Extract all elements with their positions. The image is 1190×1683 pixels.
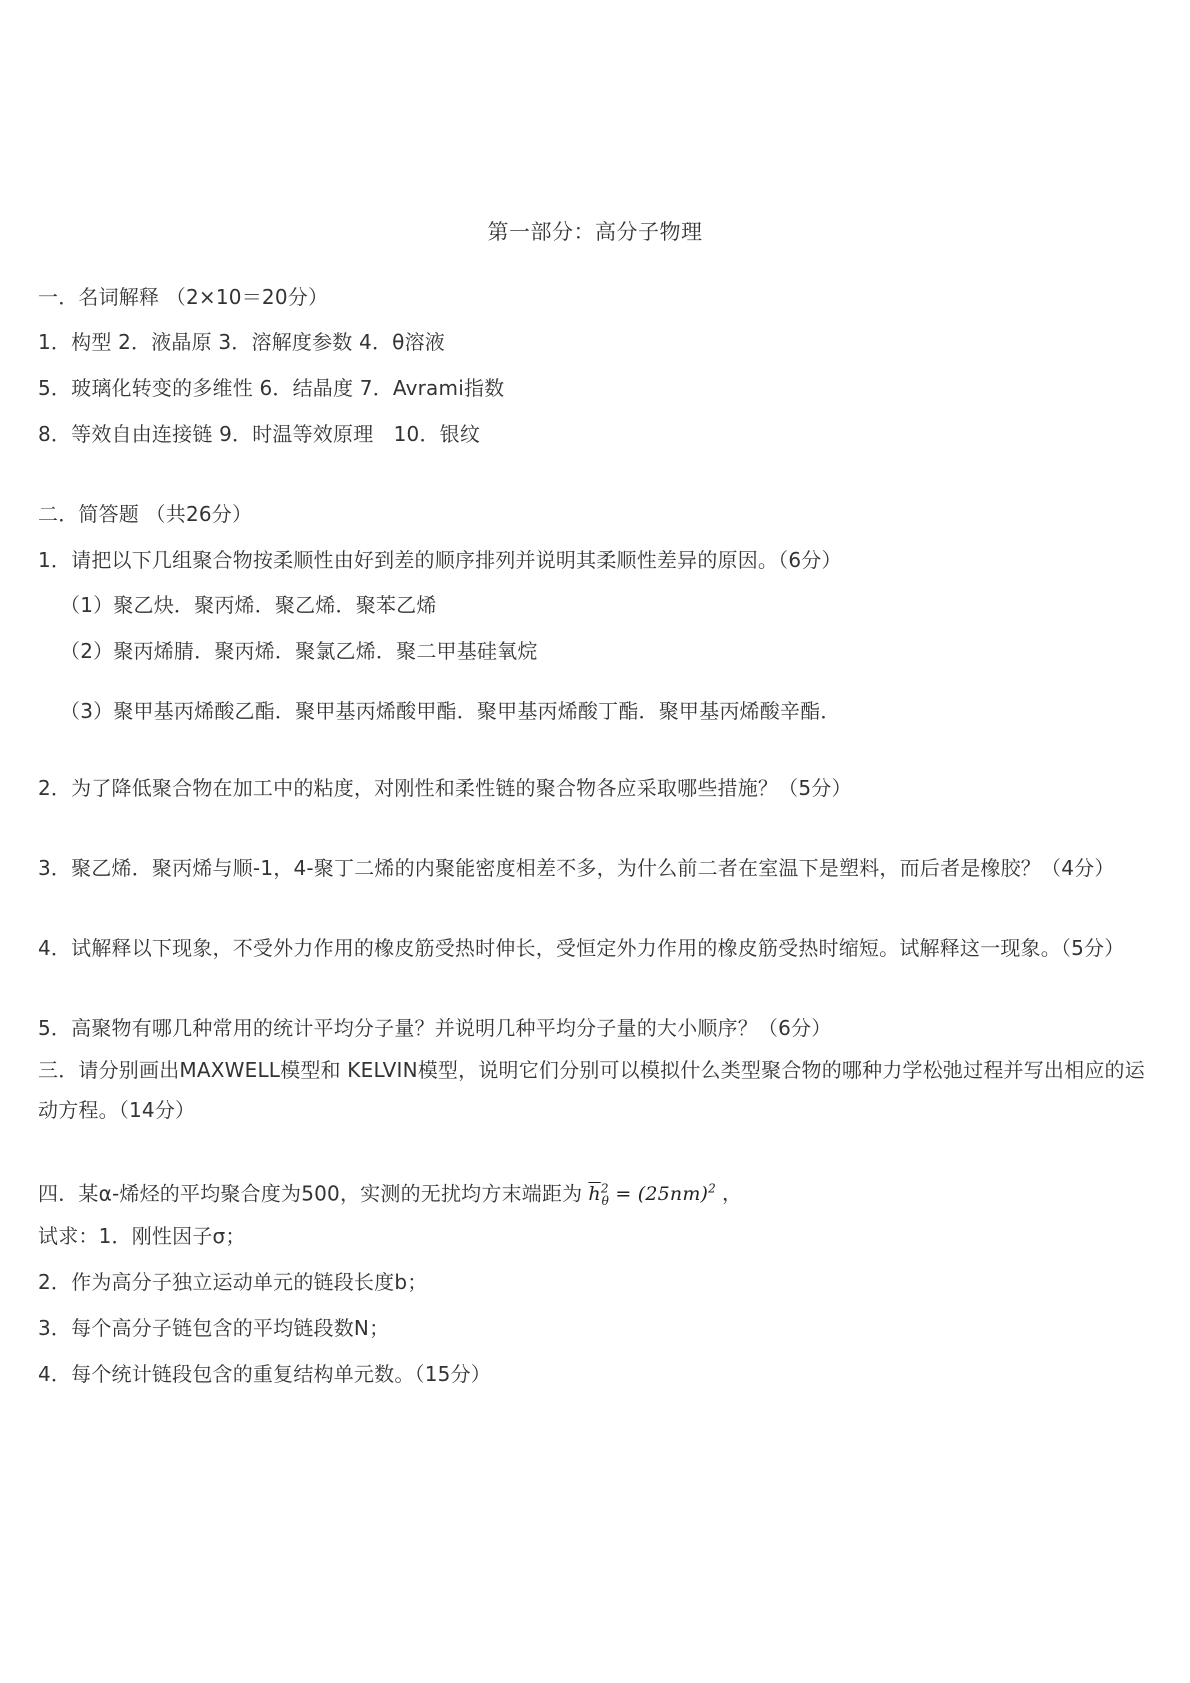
section4-item-4: 4．每个统计链段包含的重复结构单元数。（15分） <box>38 1362 491 1386</box>
section2-q1-item-2: （2）聚丙烯腈．聚丙烯．聚氯乙烯．聚二甲基硅氧烷 <box>60 639 538 663</box>
section4-item-2: 2．作为高分子独立运动单元的链段长度b； <box>38 1270 428 1294</box>
section2-q1-item-3: （3）聚甲基丙烯酸乙酯．聚甲基丙烯酸甲酯．聚甲基丙烯酸丁酯．聚甲基丙烯酸辛酯． <box>60 699 841 723</box>
section1-line-1: 1．构型 2．液晶原 3．溶解度参数 4．θ溶液 <box>38 330 446 354</box>
section3-question: 三．请分别画出MAXWELL模型和 KELVIN模型，说明它们分别可以模拟什么类型聚合物的哪种力学松弛过程并写出相应的运动方程。（14分） <box>38 1058 1145 1122</box>
formula-lhs-sub: θ <box>601 1194 610 1209</box>
section1-heading: 一．名词解释 （2×10＝20分） <box>38 285 329 309</box>
section4-item-3: 3．每个高分子链包含的平均链段数N； <box>38 1316 390 1340</box>
section2-question-2: 2．为了降低聚合物在加工中的粘度，对刚性和柔性链的聚合物各应采取哪些措施？（5分） <box>38 776 852 800</box>
formula-tail: ， <box>722 1181 743 1206</box>
section4-text: 四．某α-烯烃的平均聚合度为500，实测的无扰均方末端距为 <box>38 1181 583 1206</box>
page-title: 第一部分：高分子物理 <box>487 220 703 244</box>
section1-line-2: 5．玻璃化转变的多维性 6．结晶度 7．Avrami指数 <box>38 376 505 400</box>
section2-question-1: 1．请把以下几组聚合物按柔顺性由好到差的顺序排列并说明其柔顺性差异的原因。（6分） <box>38 548 842 572</box>
formula-lhs: $\overline{h}$ <box>588 1183 601 1206</box>
end-to-end-distance-formula <box>588 1182 717 1209</box>
formula-lhs-sup: 2 <box>600 1182 609 1196</box>
section4-question <box>38 1175 742 1215</box>
formula-rhs-sup: 2 <box>708 1182 717 1196</box>
section1-line-3: 8．等效自由连接链 9．时温等效原理 10．银纹 <box>38 422 481 446</box>
section2-question-3: 3．聚乙烯．聚丙烯与顺-1，4-聚丁二烯的内聚能密度相差不多，为什么前二者在室温下是塑料，而后者是橡胶？（4分） <box>38 856 1115 880</box>
section2-heading: 二．简答题 （共26分） <box>38 502 253 526</box>
section4-item-1: 试求：1．刚性因子σ； <box>38 1224 246 1248</box>
section2-q1-item-1: （1）聚乙炔．聚丙烯．聚乙烯．聚苯乙烯 <box>60 593 437 617</box>
formula-rhs: = (25nm) <box>615 1183 709 1206</box>
section2-question-5: 5．高聚物有哪几种常用的统计平均分子量？并说明几种平均分子量的大小顺序？（6分） <box>38 1016 832 1040</box>
section2-question-4: 4．试解释以下现象，不受外力作用的橡皮筋受热时伸长，受恒定外力作用的橡皮筋受热时缩短。试解释这一现象。（5分） <box>38 936 1125 960</box>
